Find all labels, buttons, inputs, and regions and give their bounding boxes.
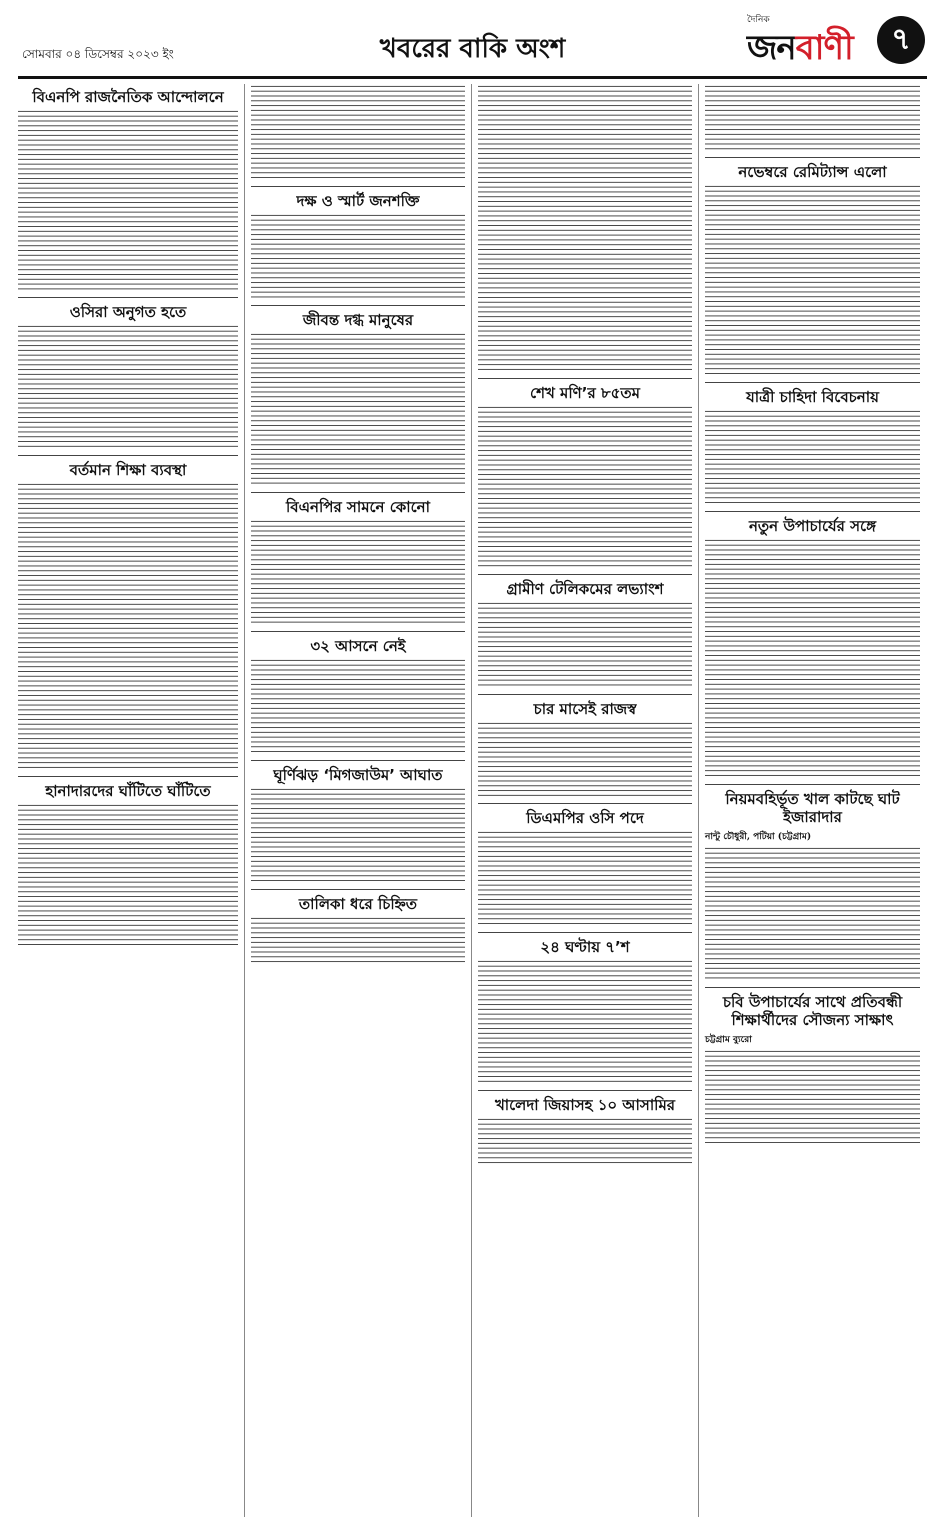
article-body-text <box>478 1117 692 1165</box>
article-headline: ৩২ আসনে নেই <box>251 631 465 655</box>
article-body-text <box>251 916 465 964</box>
article-headline: নিয়মবহির্ভূত খাল কাটছে ঘাট ইজারাদার <box>705 784 920 826</box>
article-body-text <box>18 109 238 291</box>
column-3 <box>472 84 699 1517</box>
article-body-text <box>705 84 920 151</box>
article <box>705 987 920 1145</box>
article-body-text <box>251 658 465 754</box>
article-body-text <box>251 332 465 486</box>
article-headline: শেখ মণি’র ৮৫তম <box>478 378 692 402</box>
article-body-text <box>705 1049 920 1145</box>
article-headline: ২৪ ঘণ্টায় ৭’শ <box>478 932 692 956</box>
article-headline: চার মাসেই রাজস্ব <box>478 694 692 718</box>
article <box>705 784 920 980</box>
article-headline: নভেম্বরে রেমিট্যান্স এলো <box>705 157 920 181</box>
article-headline: যাত্রী চাহিদা বিবেচনায় <box>705 382 920 406</box>
masthead <box>18 10 927 79</box>
article-body-text <box>478 959 692 1084</box>
article <box>18 776 238 947</box>
article-byline: চট্টগ্রাম ব্যুরো <box>705 1034 752 1045</box>
article-body-text <box>705 538 920 778</box>
article-body-text <box>478 601 692 687</box>
article-body-text <box>251 519 465 625</box>
article <box>251 760 465 883</box>
logo-prefix: দৈনিক <box>747 15 770 25</box>
article-body-text <box>478 830 692 926</box>
article-body-text <box>478 84 692 372</box>
article <box>18 297 238 449</box>
page-number: ৭ <box>877 16 925 64</box>
article-body-text <box>18 482 238 770</box>
article <box>478 803 692 926</box>
article <box>478 1090 692 1165</box>
article <box>478 574 692 687</box>
article <box>251 305 465 486</box>
article-body-text <box>251 84 465 180</box>
article-body-text <box>18 324 238 449</box>
article <box>251 631 465 754</box>
article-body-text <box>705 184 920 376</box>
article <box>478 84 692 372</box>
column-4 <box>699 84 926 1517</box>
article-headline: নতুন উপাচার্যের সঙ্গে <box>705 511 920 535</box>
article-headline: ডিএমপির ওসি পদে <box>478 803 692 827</box>
article <box>478 694 692 798</box>
article-body-text <box>478 405 692 568</box>
logo-part-1: জন <box>747 28 796 68</box>
article-columns <box>18 84 927 1517</box>
article <box>705 84 920 151</box>
article <box>251 492 465 625</box>
article-headline: বিএনপির সামনে কোনো <box>251 492 465 516</box>
article-headline: ঘূর্ণিঝড় ‘মিগজাউম’ আঘাত <box>251 760 465 784</box>
logo-name <box>747 22 853 79</box>
article-headline: তালিকা ধরে চিহ্নিত <box>251 889 465 913</box>
article-headline: হানাদারদের ঘাঁটিতে ঘাঁটিতে <box>18 776 238 800</box>
article-body-text <box>18 803 238 947</box>
article <box>251 84 465 180</box>
article-body-text <box>705 846 920 980</box>
article <box>18 455 238 770</box>
article <box>705 511 920 778</box>
column-1 <box>18 84 245 1517</box>
article <box>478 378 692 568</box>
article-headline: চবি উপাচার্যের সাথে প্রতিবন্ধী শিক্ষার্থীদের সৌজন্য সাক্ষাৎ <box>705 987 920 1029</box>
article-body-text <box>251 213 465 299</box>
article-headline: জীবন্ত দগ্ধ মানুষের <box>251 305 465 329</box>
article <box>18 88 238 291</box>
article <box>251 889 465 964</box>
article-body-text <box>705 409 920 505</box>
article-headline: ওসিরা অনুগত হতে <box>18 297 238 321</box>
article-headline: বর্তমান শিক্ষা ব্যবস্থা <box>18 455 238 479</box>
logo-part-2: বাণী <box>795 28 853 68</box>
column-2 <box>245 84 472 1517</box>
article-headline: গ্রামীণ টেলিকমের লভ্যাংশ <box>478 574 692 598</box>
article-byline: নান্টু চৌধুরী, পটিয়া (চট্টগ্রাম) <box>705 832 812 843</box>
article <box>251 186 465 299</box>
newspaper-logo <box>747 12 867 68</box>
publication-date: সোমবার ০৪ ডিসেম্বর ২০২৩ ইং <box>22 47 174 61</box>
article-headline: বিএনপি রাজনৈতিক আন্দোলনে <box>32 88 224 106</box>
article-headline: খালেদা জিয়াসহ ১০ আসামির <box>478 1090 692 1114</box>
article <box>705 157 920 376</box>
section-title: খবরের বাকি অংশ <box>379 34 566 64</box>
article <box>478 932 692 1084</box>
article-headline: দক্ষ ও স্মার্ট জনশক্তি <box>251 186 465 210</box>
article-body-text <box>251 787 465 883</box>
article <box>705 382 920 505</box>
article-body-text <box>478 721 692 798</box>
